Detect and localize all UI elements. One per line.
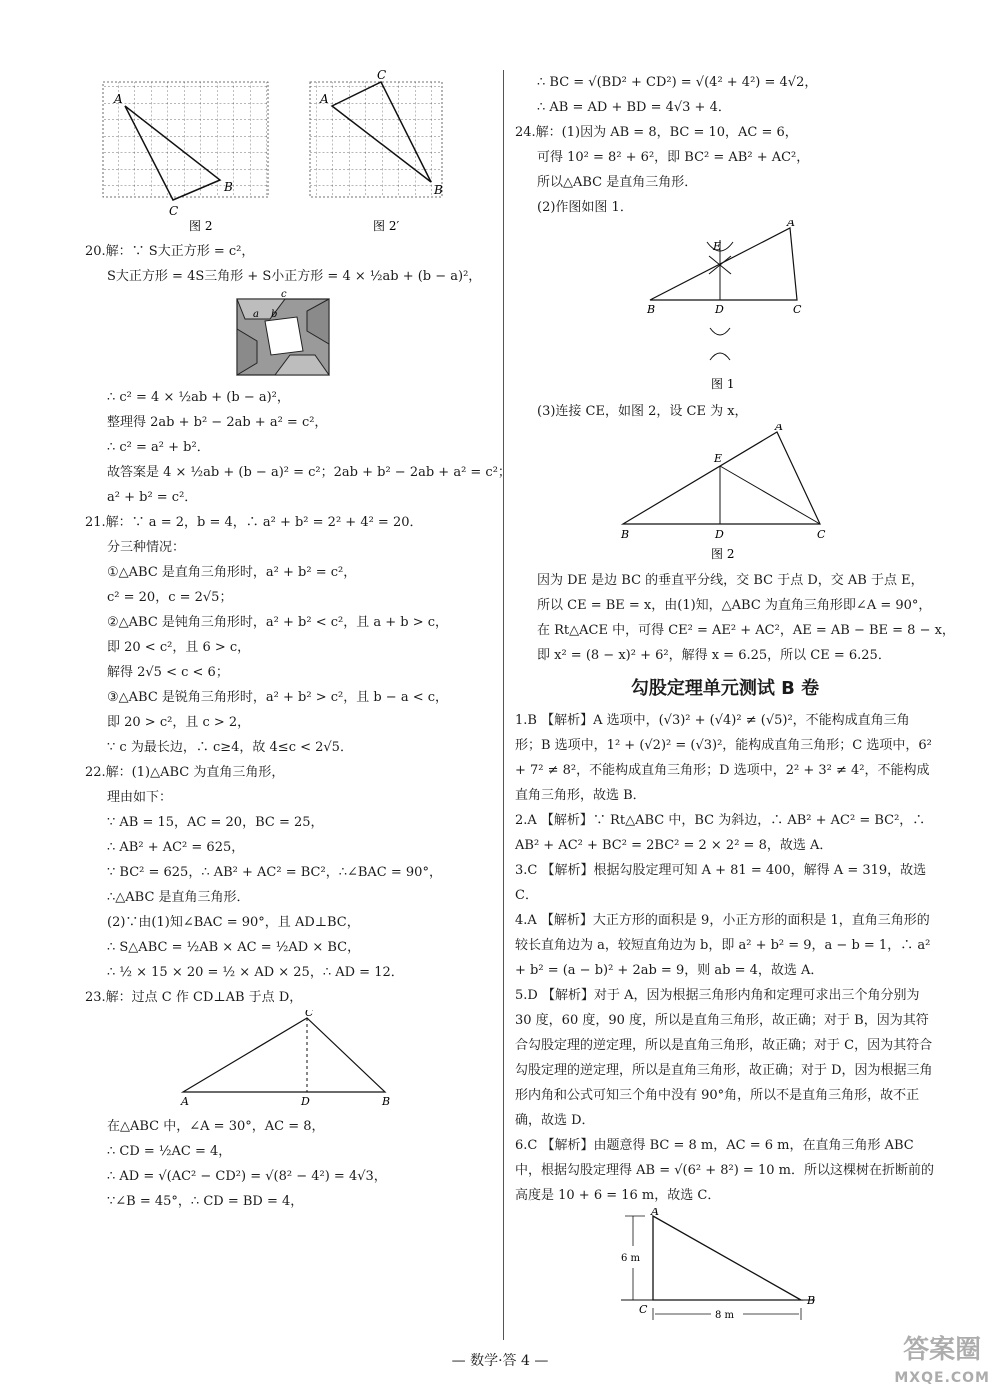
text-line: (3)连接 CE，如图 2，设 CE 为 x， (537, 404, 748, 419)
label-A: A (320, 92, 329, 106)
left-column (85, 70, 511, 1214)
square-figure (85, 289, 490, 381)
label-C: C (305, 1010, 314, 1019)
watermark-main: 答案圈 (903, 1335, 982, 1365)
label-A: A (181, 1095, 189, 1108)
grid-figures (85, 70, 490, 235)
text-line: a² + b² = c²． (107, 490, 198, 505)
text-line: 可得 10² = 8² + 6²，即 BC² = AB² + AC²， (537, 150, 810, 165)
text-line: 因为 DE 是边 BC 的垂直平分线，交 BC 于点 D，交 AB 于点 E， (537, 573, 924, 588)
grid-figure-left (103, 82, 268, 233)
text-line: (2)∵由(1)知∠BAC = 90°，且 AD⊥BC， (107, 915, 360, 930)
text-line: 所以△ABC 是直角三角形． (537, 175, 698, 190)
fig-caption-1: 图 1 (711, 377, 735, 391)
text-line: ∵ BC² = 625，∴ AB² + AC² = BC²，∴∠BAC = 90°， (107, 865, 442, 880)
label-6m: 6 m (621, 1253, 641, 1264)
label-A: A (775, 424, 783, 433)
column-divider (503, 70, 504, 1340)
text-line: 所以 CE = BE = x，由(1)知，△ABC 为直角三角形即∠A = 90°， (537, 598, 932, 613)
label-B: B (647, 303, 656, 316)
text-line: ②△ABC 是钝角三角形时，a² + b² < c²，且 a + b > c， (107, 615, 449, 630)
label-B: B (224, 180, 233, 194)
label-C: C (793, 303, 802, 316)
label-D: D (715, 528, 724, 541)
text-line: 解得 2√5 < c < 6； (107, 665, 229, 680)
text-line: 21.解：∵ a = 2，b = 4，∴ a² + b² = 2² + 4² = 20． (85, 515, 423, 530)
fig-caption-2: 图 2 (711, 547, 735, 561)
text-line: c² = 20，c = 2√5； (107, 590, 233, 605)
text-line: S大正方形 = 4S三角形 + S小正方形 = 4 × ½ab + (b − a)²， (107, 269, 482, 284)
text-line: ∴ AB = AD + BD = 4√3 + 4． (537, 100, 731, 115)
text-line: 即 x² = (8 − x)² + 6²，解得 x = 6.25，所以 CE = 6.25． (537, 648, 891, 663)
label-B: B (621, 528, 630, 541)
section-title: 勾股定理单元测试 B 卷 (630, 678, 820, 699)
text-line: ∵ c 为最长边，∴ c≥4，故 4≤c < 2√5． (107, 740, 353, 755)
label-B: B (807, 1294, 816, 1307)
answer-item: 2.A 【解析】∵ Rt△ABC 中，BC 为斜边，∴ AB² + AC² = BC²，∴ AB² + AC² + BC² = 2BC² = 2 × 2² = 8，故选 A． (515, 813, 926, 853)
text-line: 23.解：过点 C 作 CD⊥AB 于点 D， (85, 990, 303, 1005)
text-line: 在 Rt△ACE 中，可得 CE² = AE² + AC²，AE = AB − BE = 8 − x， (537, 623, 955, 638)
label-E: E (713, 240, 722, 253)
tree-figure (515, 1208, 935, 1338)
text-line: 在△ABC 中，∠A = 30°，AC = 8， (107, 1119, 325, 1134)
right-column (515, 70, 955, 1342)
label-E: E (714, 452, 723, 465)
label-C: C (169, 204, 179, 218)
text-line: 分三种情况： (107, 540, 186, 555)
text-line: ∴ AD = √(AC² − CD²) = √(8² − 4²) = 4√3， (107, 1169, 387, 1184)
label-B: B (382, 1095, 391, 1108)
label-D: D (715, 303, 724, 316)
text-line: 20.解：∵ S大正方形 = c²， (85, 244, 255, 259)
label-C: C (639, 1303, 648, 1316)
label-A: A (651, 1208, 659, 1218)
fig-caption-right: 图 2′ (373, 219, 400, 233)
text-line: ∴ CD = ½AC = 4， (107, 1144, 232, 1159)
label-A: A (114, 92, 123, 106)
triangle-altitude-figure (85, 1010, 490, 1110)
text-line: ∴ AB² + AC² = 625， (107, 840, 245, 855)
label-8m: 8 m (715, 1310, 735, 1321)
text-line: (2)作图如图 1． (537, 200, 633, 215)
text-line: 22.解：(1)△ABC 为直角三角形， (85, 765, 285, 780)
label-c: c (281, 289, 287, 300)
text-line: ∴ BC = √(BD² + CD²) = √(4² + 4²) = 4√2， (537, 75, 818, 90)
answer-item: 6.C 【解析】由题意得 BC = 8 m，AC = 6 m，在直角三角形 ABC 中，根据勾股定理得 AB = √(6² + 8²) = 10 m．所以这棵树在折断前的高度是 10 + 6 = 16 m，故选 C． (515, 1138, 934, 1203)
text-line: ∴ ½ × 15 × 20 = ½ × AD × 25，∴ AD = 12． (107, 965, 404, 980)
text-line: 故答案是 4 × ½ab + (b − a)² = c²；2ab + b² − 2ab + a² = c²； (107, 465, 511, 480)
text-line: ∴ c² = 4 × ½ab + (b − a)²， (107, 390, 290, 405)
text-line: ∵ AB = 15，AC = 20，BC = 25， (107, 815, 324, 830)
label-C: C (817, 528, 826, 541)
figure-1 (515, 220, 935, 395)
text-line: ∴ S△ABC = ½AB × AC = ½AD × BC， (107, 940, 361, 955)
label-a: a (253, 309, 259, 320)
label-B: B (434, 183, 443, 197)
watermark-sub: MXQE.COM (894, 1370, 990, 1386)
label-b: b (271, 309, 278, 320)
text-line: 24.解：(1)因为 AB = 8，BC = 10，AC = 6， (515, 125, 798, 140)
text-line: ∴ c² = a² + b²． (107, 440, 210, 455)
text-line: ∵∠B = 45°，∴ CD = BD = 4， (107, 1194, 304, 1209)
answer-item: 3.C 【解析】根据勾股定理可知 A + 81 = 400，解得 A = 319，故选 C． (515, 863, 927, 903)
text-line: 即 20 > c²，且 c > 2， (107, 715, 251, 730)
answer-item: 1.B 【解析】A 选项中，(√3)² + (√4)² ≠ (√5)²，不能构成直角三角形；B 选项中，1² + (√2)² = (√3)²，能构成直角三角形；C 选项中，6² + 7² ≠ 8²，不能构成直角三角形；D 选项中，2² + 3² ≠ 4²，不能构成直角三角形，故选 B． (515, 713, 932, 803)
text-line: ③△ABC 是锐角三角形时，a² + b² > c²，且 b − a < c， (107, 690, 449, 705)
text-line: 理由如下： (107, 790, 173, 805)
page-footer: — 数学·答 4 — (451, 1353, 549, 1369)
label-C: C (377, 70, 387, 82)
fig-caption-left: 图 2 (189, 219, 213, 233)
text-line: 整理得 2ab + b² − 2ab + a² = c²， (107, 415, 328, 430)
answer-item: 5.D 【解析】对于 A，因为根据三角形内角和定理可求出三个角分别为 30 度，60 度，90 度，所以是直角三角形，故正确；对于 B，因为其符合勾股定理的逆定理，所以是直角三角形，故正确；对于 C，因为其符合勾股定理的逆定理，所以是直角三角形，故正确；对于 D，因为根据三角形内角和公式可知三个角中没有 90°角，所以不是直角三角形，故不正确，故选 D． (515, 988, 933, 1128)
watermark-logo (894, 1336, 990, 1392)
label-D: D (301, 1095, 310, 1108)
grid-figure-right (310, 70, 443, 233)
label-A: A (787, 220, 795, 229)
text-line: ①△ABC 是直角三角形时，a² + b² = c²， (107, 565, 357, 580)
answer-item: 4.A 【解析】大正方形的面积是 9，小正方形的面积是 1，直角三角形的较长直角边为 a，较短直角边为 b，即 a² + b² = 9，a − b = 1，∴ a² + b² = (a − b)² + 2ab = 9，则 ab = 4，故选 A． (515, 913, 931, 978)
text-line: 即 20 < c²，且 6 > c， (107, 640, 251, 655)
text-line: ∴△ABC 是直角三角形． (107, 890, 250, 905)
figure-2 (515, 424, 935, 564)
